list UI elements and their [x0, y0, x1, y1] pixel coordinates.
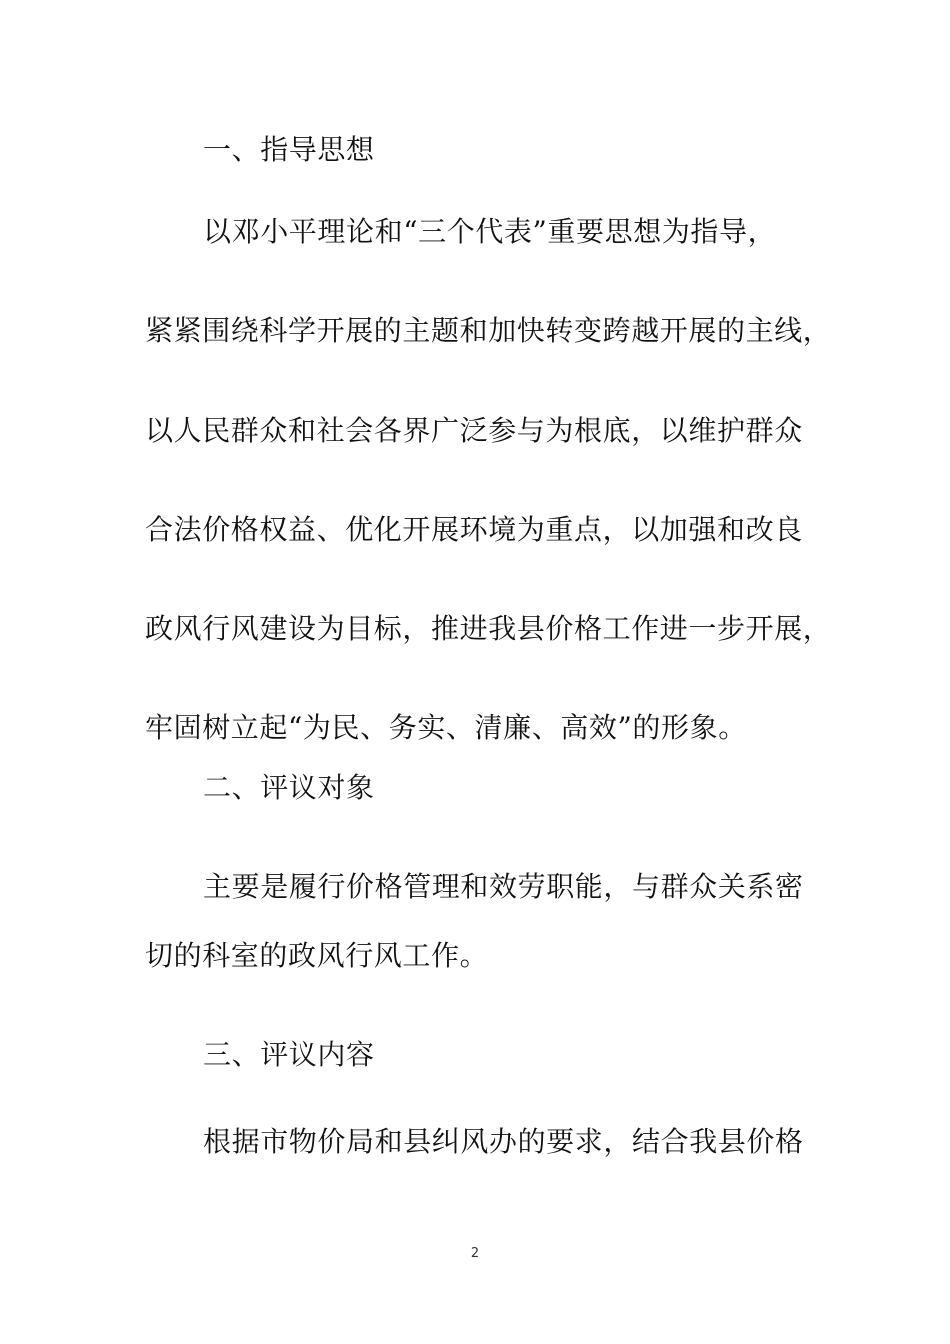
- paragraph-line: 主要是履行价格管理和效劳职能，与群众关系密: [203, 870, 804, 903]
- heading-evaluation-content: 三、评议内容: [203, 1038, 375, 1071]
- paragraph-line: 紧紧围绕科学开展的主题和加快转变跨越开展的主线，: [145, 314, 832, 347]
- paragraph-line: 以邓小平理论和“三个代表”重要思想为指导，: [203, 215, 777, 248]
- heading-guiding-thought: 一、指导思想: [203, 133, 375, 166]
- paragraph-line: 切的科室的政风行风工作。: [145, 939, 489, 972]
- paragraph-line: 以人民群众和社会各界广泛参与为根底，以维护群众: [145, 414, 803, 447]
- paragraph-line: 政风行风建设为目标，推进我县价格工作进一步开展，: [145, 612, 832, 645]
- paragraph-line: 牢固树立起“为民、务实、清廉、高效”的形象。: [145, 711, 747, 744]
- paragraph-line: 根据市物价局和县纠风办的要求，结合我县价格: [203, 1125, 804, 1158]
- page-number: 2: [470, 1246, 480, 1261]
- heading-evaluation-target: 二、评议对象: [203, 771, 375, 804]
- paragraph-line: 合法价格权益、优化开展环境为重点，以加强和改良: [145, 513, 803, 546]
